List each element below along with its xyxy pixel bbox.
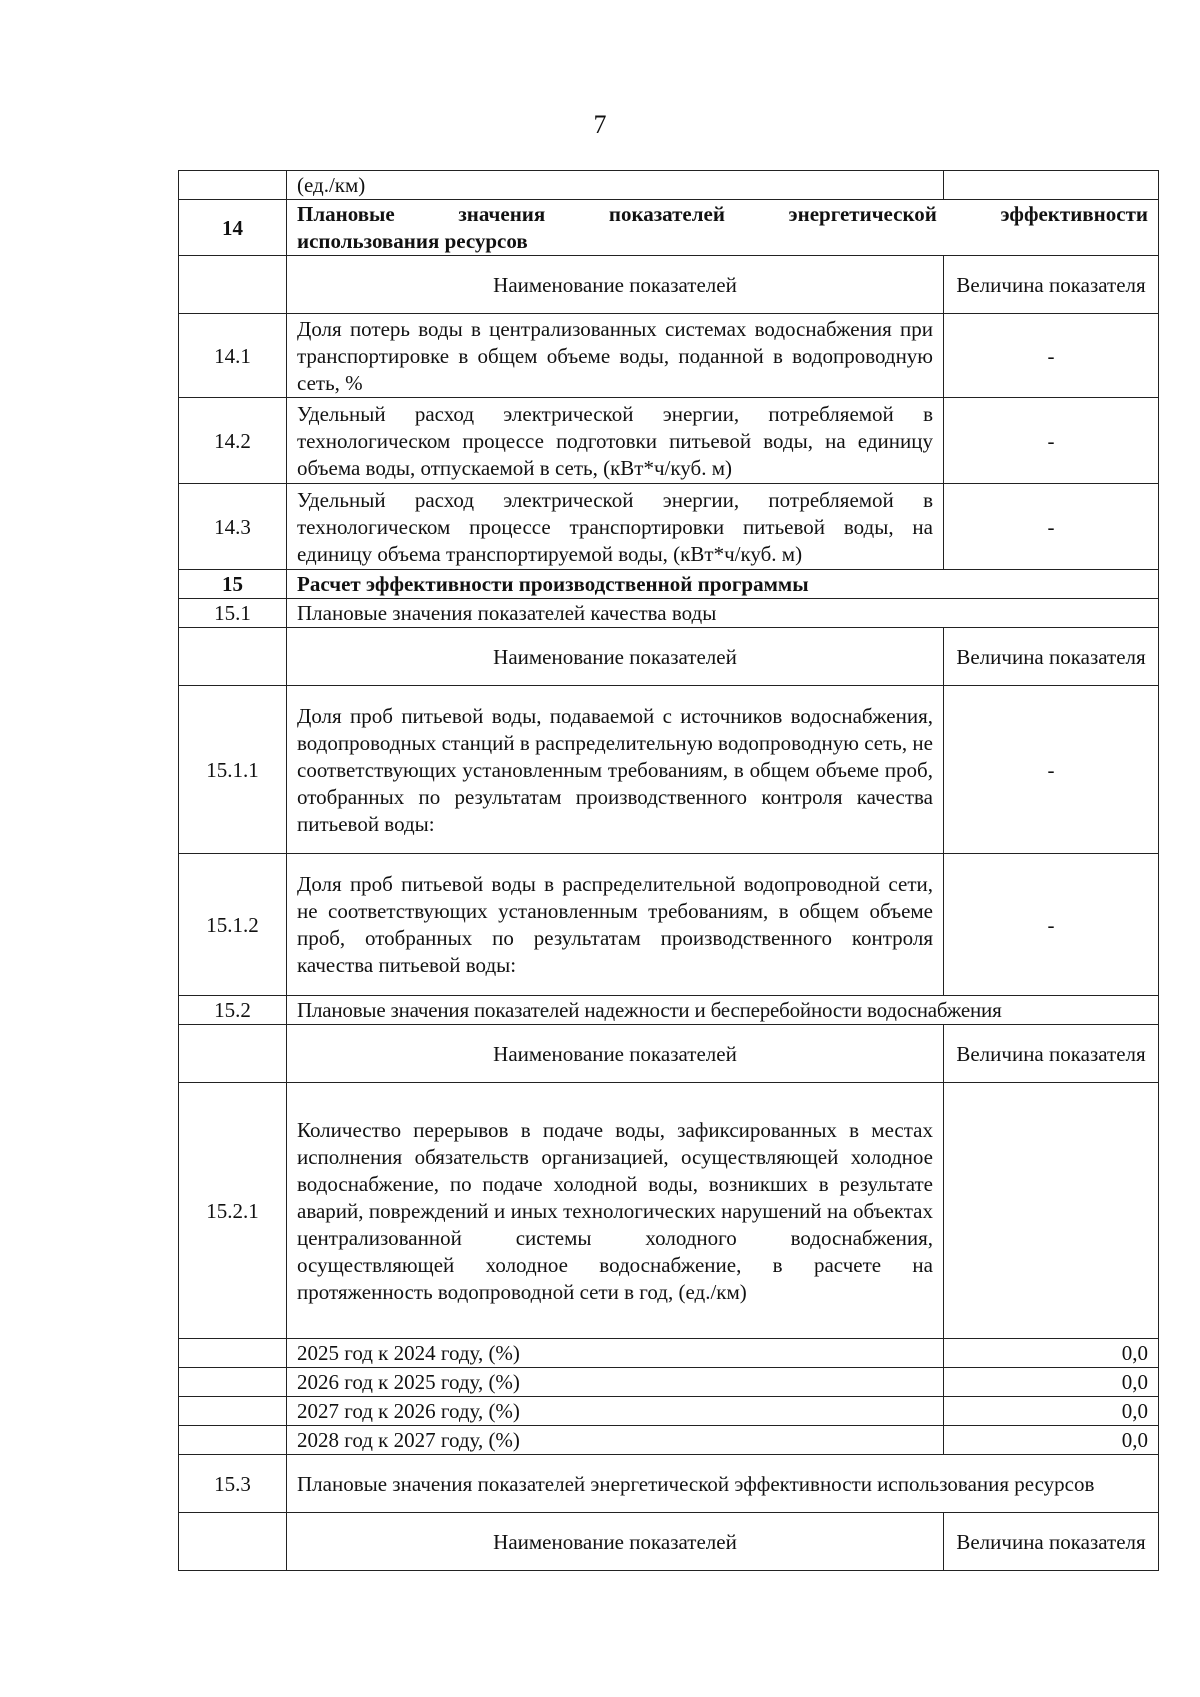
section-number: 15.1 xyxy=(179,599,287,628)
subsection-row xyxy=(179,599,1159,628)
row-number: 15.1.1 xyxy=(179,686,287,854)
year-label: 2025 год к 2024 году, (%) xyxy=(287,1339,944,1368)
row-number xyxy=(179,171,287,200)
section-number: 15.2 xyxy=(179,996,287,1025)
row-text: (ед./км) xyxy=(287,171,944,200)
year-row xyxy=(179,1426,1159,1455)
page-number: 7 xyxy=(593,110,607,139)
section-number: 14 xyxy=(179,200,287,256)
section-title xyxy=(287,200,1159,256)
row-number: 15.2.1 xyxy=(179,1083,287,1339)
row-number: 15.1.2 xyxy=(179,854,287,996)
year-label: 2027 год к 2026 году, (%) xyxy=(287,1397,944,1426)
table-row xyxy=(179,1083,1159,1339)
subsection-row xyxy=(179,996,1159,1025)
table-header-row xyxy=(179,256,1159,314)
row-number: 14.3 xyxy=(179,484,287,570)
year-row xyxy=(179,1368,1159,1397)
row-text: Удельный расход электрической энергии, потребляемой в технологическом процессе транспортировки питьевой воды, на единицу объема транспортируемой воды, (кВт*ч/куб. м) xyxy=(287,484,944,570)
row-text: Удельный расход электрической энергии, потребляемой в технологическом процессе подготовки питьевой воды, на единицу объема воды, отпускаемой в сеть, (кВт*ч/куб. м) xyxy=(287,398,944,484)
column-header-value: Величина показателя xyxy=(944,1025,1159,1083)
section-row xyxy=(179,200,1159,256)
row-number: 14.2 xyxy=(179,398,287,484)
year-value: 0,0 xyxy=(944,1339,1159,1368)
row-text: Доля потерь воды в централизованных системах водоснабжения при транспортировке в общем объеме воды, поданной в водопроводную сеть, % xyxy=(287,314,944,398)
year-label: 2028 год к 2027 году, (%) xyxy=(287,1426,944,1455)
table-row xyxy=(179,314,1159,398)
empty-cell xyxy=(179,1397,287,1426)
section-row xyxy=(179,570,1159,599)
row-value: - xyxy=(944,854,1159,996)
row-value: - xyxy=(944,686,1159,854)
table-row xyxy=(179,398,1159,484)
row-value xyxy=(944,171,1159,200)
section-title: Плановые значения показателей энергетической эффективности использования ресурсов xyxy=(287,1455,1159,1513)
table-row xyxy=(179,171,1159,200)
table-row xyxy=(179,484,1159,570)
year-value: 0,0 xyxy=(944,1426,1159,1455)
row-value: - xyxy=(944,314,1159,398)
section-title: Расчет эффективности производственной программы xyxy=(287,570,1159,599)
empty-cell xyxy=(179,1513,287,1571)
year-label: 2026 год к 2025 году, (%) xyxy=(287,1368,944,1397)
empty-cell xyxy=(179,1426,287,1455)
column-header-name: Наименование показателей xyxy=(287,256,944,314)
section-title-line: Плановые значения показателей энергетической эффективности xyxy=(297,202,1148,226)
empty-cell xyxy=(179,1368,287,1397)
row-number: 14.1 xyxy=(179,314,287,398)
empty-cell xyxy=(179,1339,287,1368)
table-row xyxy=(179,854,1159,996)
row-text: Количество перерывов в подаче воды, зафиксированных в местах исполнения обязательств организацией, осуществляющей холодное водоснабжение, по подаче холодной воды, возникших в результате аварий, повреждений и иных технологических нарушений на объектах централизованной системы холодного водоснабжения, осуществляющей холодное водоснабжение, в расчете на протяженность водопроводной сети в год, (ед./км) xyxy=(287,1083,944,1339)
indicators-table xyxy=(178,170,1159,1571)
row-value xyxy=(944,1083,1159,1339)
row-text: Доля проб питьевой воды, подаваемой с источников водоснабжения, водопроводных станций в распределительную водопроводную сеть, не соответствующих установленным требованиям, в общем объеме проб, отобранных по результатам производственного контроля качества питьевой воды: xyxy=(287,686,944,854)
year-row xyxy=(179,1339,1159,1368)
empty-cell xyxy=(179,628,287,686)
column-header-name: Наименование показателей xyxy=(287,1513,944,1571)
row-value: - xyxy=(944,398,1159,484)
section-number: 15.3 xyxy=(179,1455,287,1513)
table-row xyxy=(179,686,1159,854)
table-header-row xyxy=(179,1513,1159,1571)
year-value: 0,0 xyxy=(944,1397,1159,1426)
year-row xyxy=(179,1397,1159,1426)
subsection-row xyxy=(179,1455,1159,1513)
row-text: Доля проб питьевой воды в распределительной водопроводной сети, не соответствующих установленным требованиям, в общем объеме проб, отобранных по результатам производственного контроля качества питьевой воды: xyxy=(287,854,944,996)
year-value: 0,0 xyxy=(944,1368,1159,1397)
column-header-name: Наименование показателей xyxy=(287,1025,944,1083)
empty-cell xyxy=(179,256,287,314)
section-title: Плановые значения показателей надежности и бесперебойности водоснабжения xyxy=(287,996,1159,1025)
column-header-value: Величина показателя xyxy=(944,1513,1159,1571)
column-header-value: Величина показателя xyxy=(944,628,1159,686)
section-title-line: использования ресурсов xyxy=(297,229,528,253)
table-header-row xyxy=(179,1025,1159,1083)
row-value: - xyxy=(944,484,1159,570)
empty-cell xyxy=(179,1025,287,1083)
section-title: Плановые значения показателей качества воды xyxy=(287,599,1159,628)
column-header-name: Наименование показателей xyxy=(287,628,944,686)
section-number: 15 xyxy=(179,570,287,599)
column-header-value: Величина показателя xyxy=(944,256,1159,314)
table-header-row xyxy=(179,628,1159,686)
